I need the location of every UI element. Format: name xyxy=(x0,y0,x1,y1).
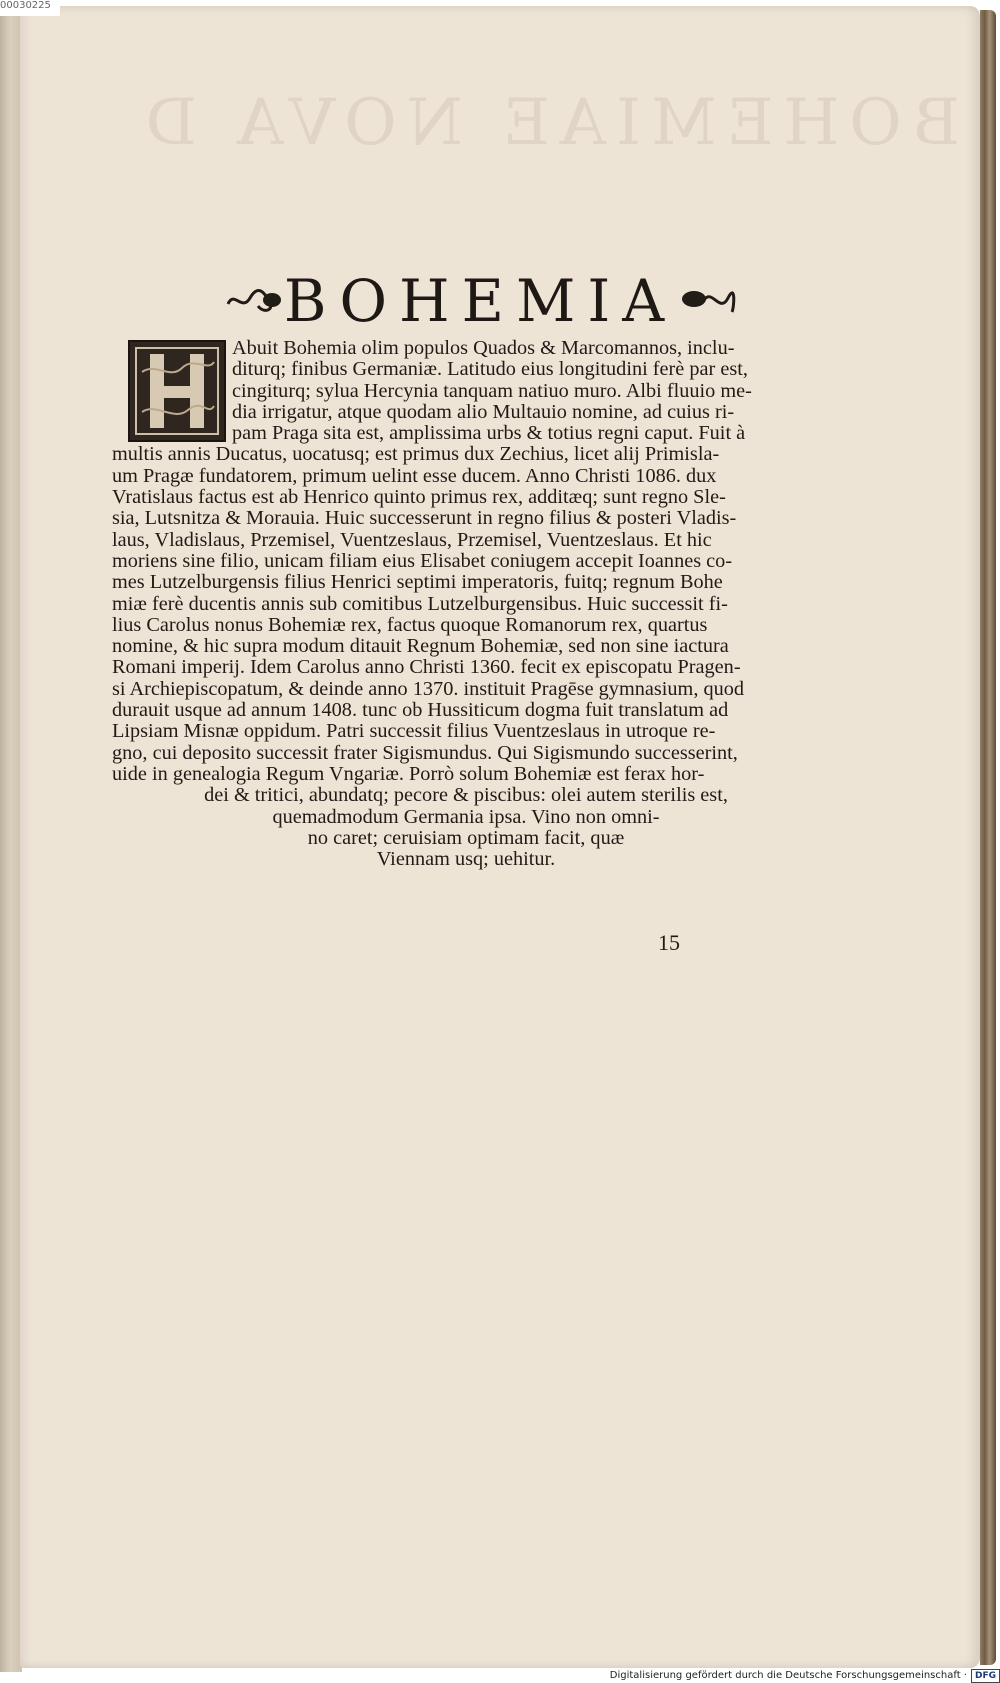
closing-line: quemadmodum Germania ipsa. Vino non omni- xyxy=(272,806,660,828)
text-line: uide in genealogia Regum Vngariæ. Porrò solum Bohemiæ est ferax hor- xyxy=(112,763,705,785)
fleuron-right-icon xyxy=(676,284,736,318)
fleuron-left-icon xyxy=(224,284,284,318)
text-line: Lipsiam Misnæ oppidum. Patri successit filius Vuentzeslaus in utroque re- xyxy=(112,721,716,743)
page-number: 15 xyxy=(658,930,680,955)
text-line: um Pragæ fundatorem, primum uelint esse ducem. Anno Christi 1086. dux xyxy=(112,465,717,487)
closing-line: no caret; ceruisiam optimam facit, quæ xyxy=(307,827,625,849)
text-line: sia, Lutsnitza & Morauia. Huic successerunt in regno filius & posteri Vladis- xyxy=(112,508,737,530)
book-spine xyxy=(0,0,22,1672)
text-line: Abuit Bohemia olim populos Quados & Marcomannos, inclu- xyxy=(232,338,735,359)
text-line: Vratislaus factus est ab Henrico quinto primus rex, additæq; sunt regno Sle- xyxy=(112,487,726,509)
text-line: lius Carolus nonus Bohemiæ rex, factus quoque Romanorum rex, quartus xyxy=(112,614,708,636)
text-line: diturq; finibus Germaniæ. Latitudo eius longitudini ferè par est, xyxy=(232,359,748,381)
title-block xyxy=(180,266,780,336)
text-line: mes Lutzelburgensis filius Henrici septimi imperatoris, fuitq; regnum Bohe xyxy=(112,572,723,594)
text-line: multis annis Ducatus, uocatusq; est primus dux Zechius, licet alij Primisla- xyxy=(112,444,720,466)
page-edge xyxy=(980,10,996,1665)
text-line: si Archiepiscopatum, & deinde anno 1370. instituit Pragēse gymnasium, quod xyxy=(112,678,745,700)
scan-id: 00030225 xyxy=(0,0,60,16)
footer-credit: Digitalisierung gefördert durch die Deutsche Forschungsgemeinschaft · xyxy=(609,1670,967,1681)
digitization-footer xyxy=(560,1668,1000,1683)
latin-text-body xyxy=(112,338,820,870)
closing-line: dei & tritici, abundatq; pecore & piscibus: olei autem sterilis est, xyxy=(204,785,728,807)
text-line: moriens sine filio, unicam filiam eius Elisabet coniugem accepit Ioannes co- xyxy=(112,550,733,572)
page-title: BOHEMIA xyxy=(283,267,677,335)
text-line: gno, cui deposito successit frater Sigismundus. Qui Sigismundo successerint, xyxy=(112,742,738,764)
text-line: laus, Vladislaus, Przemisel, Vuentzeslaus, Przemisel, Vuentzeslaus. Et hic xyxy=(112,529,712,551)
text-line: cingiturq; sylua Hercynia tanquam natiuo muro. Albi fluuio me- xyxy=(232,380,752,402)
text-line: Romani imperij. Idem Carolus anno Christi 1360. fecit ex episcopatu Pragen- xyxy=(112,657,741,679)
text-line: nomine, & hic supra modum ditauit Regnum Bohemiæ, sed non sine iactura xyxy=(112,636,729,658)
closing-line: Viennam usq; uehitur. xyxy=(376,849,556,871)
bleed-through-text: BOHEMIAE NOVA D xyxy=(135,86,960,160)
text-line: miæ ferè ducentis annis sub comitibus Lutzelburgensibus. Huic successit fi- xyxy=(112,593,728,615)
text-line: dia irrigatur, atque quodam alio Multauio nomine, ad cuius ri- xyxy=(232,401,735,423)
text-line: durauit usque ad annum 1408. tunc ob Hussiticum dogma fuit translatum ad xyxy=(112,700,729,722)
dfg-logo: DFG xyxy=(971,1669,1000,1683)
text-line: pam Praga sita est, amplissima urbs & totius regni caput. Fuit à xyxy=(232,423,746,445)
